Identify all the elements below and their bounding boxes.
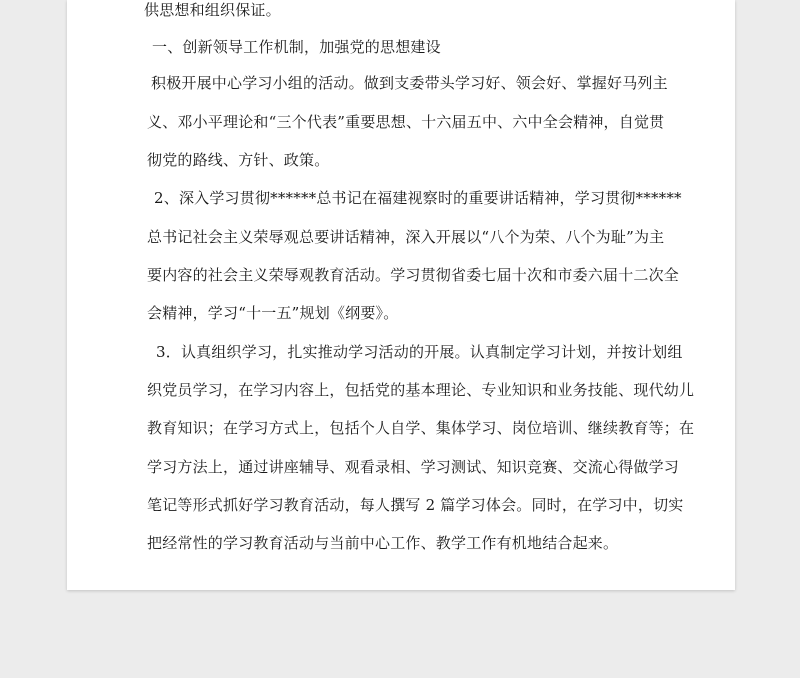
- text-line-3: 积极开展中心学习小组的活动。做到支委带头学习好、领会好、掌握好马列主: [151, 74, 668, 92]
- text-line-1: 供思想和组织保证。: [144, 1, 281, 19]
- section-heading-1: 一、创新领导工作机制，加强党的思想建设: [152, 38, 441, 56]
- text-line-13: 学习方法上，通过讲座辅导、观看录相、学习测试、知识竞赛、交流心得做学习: [147, 458, 680, 476]
- text-line-8: 要内容的社会主义荣辱观教育活动。学习贯彻省委七届十次和市委六届十二次全: [147, 266, 680, 284]
- text-line-10: 3．认真组织学习，扎实推动学习活动的开展。认真制定学习计划，并按计划组: [156, 343, 683, 361]
- text-line-12: 教育知识；在学习方式上，包括个人自学、集体学习、岗位培训、继续教育等；在: [147, 419, 695, 437]
- document-page: [67, 0, 735, 590]
- text-line-14: 笔记等形式抓好学习教育活动，每人撰写 2 篇学习体会。同时，在学习中，切实: [147, 496, 684, 514]
- text-line-11: 织党员学习，在学习内容上，包括党的基本理论、专业知识和业务技能、现代幼儿: [147, 381, 695, 399]
- text-line-4: 义、邓小平理论和“三个代表”重要思想、十六届五中、六中全会精神，自觉贯: [147, 113, 665, 131]
- text-line-7: 总书记社会主义荣辱观总要讲话精神，深入开展以“八个为荣、八个为耻”为主: [147, 228, 665, 246]
- text-line-15: 把经常性的学习教育活动与当前中心工作、教学工作有机地结合起来。: [147, 534, 619, 552]
- text-line-5: 彻党的路线、方针、政策。: [147, 151, 330, 169]
- text-line-6: 2、深入学习贯彻******总书记在福建视察时的重要讲话精神，学习贯彻******: [154, 189, 682, 207]
- text-line-9: 会精神，学习“十一五”规划《纲要》。: [147, 304, 399, 322]
